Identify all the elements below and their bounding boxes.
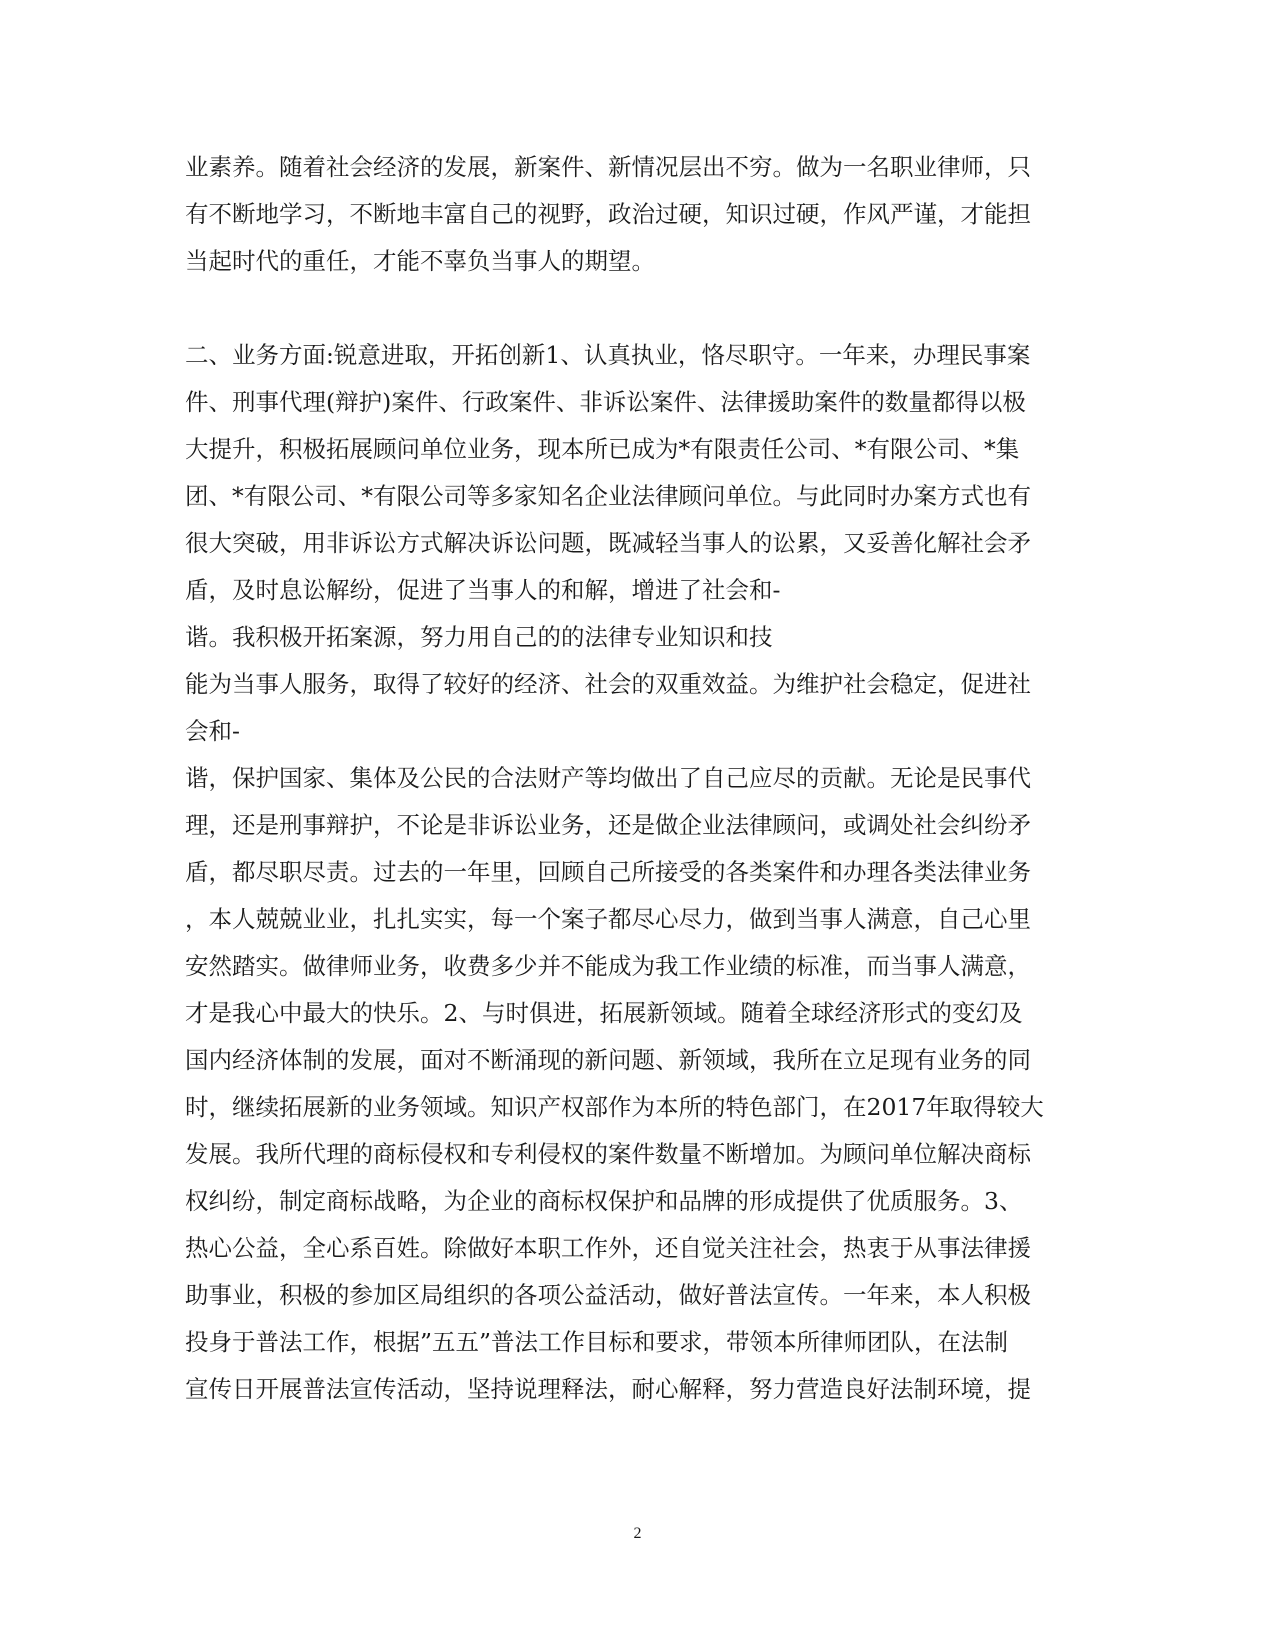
text-line: 业素养。随着社会经济的发展，新案件、新情况层出不穷。做为一名职业律师，只 [185,153,1031,181]
text-line: 二、业务方面:锐意进取，开拓创新1、认真执业，恪尽职守。一年来，办理民事案 [185,341,1031,369]
page-number: 2 [633,1525,642,1542]
text-line: 当起时代的重任，才能不辜负当事人的期望。 [185,247,655,275]
text-line: 时，继续拓展新的业务领域。知识产权部作为本所的特色部门，在2017年取得较大 [185,1093,1044,1121]
text-line: 大提升，积极拓展顾问单位业务，现本所已成为*有限责任公司、*有限公司、*集 [185,435,1020,463]
text-line: ，本人兢兢业业，扎扎实实，每一个案子都尽心尽力，做到当事人满意，自己心里 [185,905,1031,933]
text-line: 才是我心中最大的快乐。2、与时俱进，拓展新领域。随着全球经济形式的变幻及 [185,999,1023,1027]
text-line: 谐。我积极开拓案源，努力用自己的的法律专业知识和技 [185,623,773,651]
text-line: 很大突破，用非诉讼方式解决诉讼问题，既减轻当事人的讼累，又妥善化解社会矛 [185,529,1031,557]
text-line: 能为当事人服务，取得了较好的经济、社会的双重效益。为维护社会稳定，促进社 [185,670,1031,698]
text-line: 国内经济体制的发展，面对不断涌现的新问题、新领域，我所在立足现有业务的同 [185,1046,1031,1074]
text-line: 件、刑事代理(辩护)案件、行政案件、非诉讼案件、法律援助案件的数量都得以极 [185,388,1026,416]
text-line: 有不断地学习，不断地丰富自己的视野，政治过硬，知识过硬，作风严谨，才能担 [185,200,1031,228]
text-line: 盾，及时息讼解纷，促进了当事人的和解，增进了社会和- [185,576,781,604]
text-line: 发展。我所代理的商标侵权和专利侵权的案件数量不断增加。为顾问单位解决商标 [185,1140,1031,1168]
text-line: 投身于普法工作，根据”五五”普法工作目标和要求，带领本所律师团队，在法制 [185,1328,1009,1356]
text-line: 热心公益，全心系百姓。除做好本职工作外，还自觉关注社会，热衷于从事法律援 [185,1234,1031,1262]
text-line: 助事业，积极的参加区局组织的各项公益活动，做好普法宣传。一年来，本人积极 [185,1281,1031,1309]
text-line: 权纠纷，制定商标战略，为企业的商标权保护和品牌的形成提供了优质服务。3、 [185,1187,1023,1215]
text-line: 谐，保护国家、集体及公民的合法财产等均做出了自己应尽的贡献。无论是民事代 [185,764,1031,792]
text-line: 团、*有限公司、*有限公司等多家知名企业法律顾问单位。与此同时办案方式也有 [185,482,1031,510]
text-line: 理，还是刑事辩护，不论是非诉讼业务，还是做企业法律顾问，或调处社会纠纷矛 [185,811,1031,839]
text-line: 盾，都尽职尽责。过去的一年里，回顾自己所接受的各类案件和办理各类法律业务 [185,858,1031,886]
text-line: 安然踏实。做律师业务，收费多少并不能成为我工作业绩的标准，而当事人满意， [185,952,1031,980]
text-line: 会和- [185,717,240,745]
text-line: 宣传日开展普法宣传活动，坚持说理释法，耐心解释，努力营造良好法制环境，提 [185,1375,1031,1403]
